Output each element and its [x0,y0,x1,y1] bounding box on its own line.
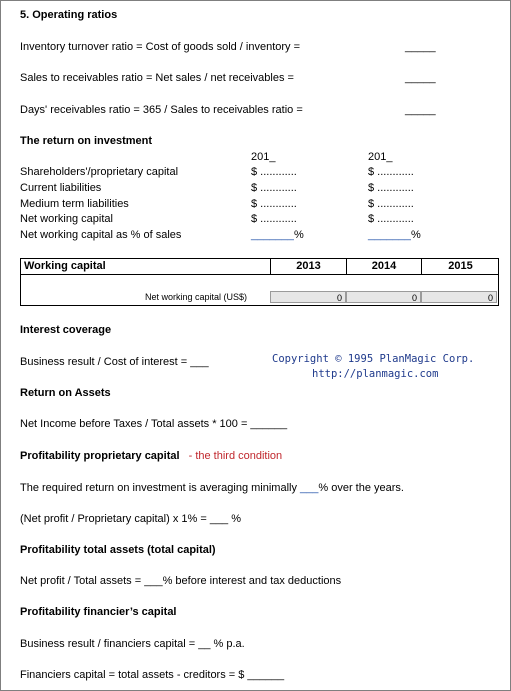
financier-capital-heading: Profitability financier’s capital [20,606,177,618]
interest-coverage-heading: Interest coverage [20,324,112,336]
net-working-capital-cell: 0 [270,291,346,303]
year-header: 2015 [421,259,499,274]
working-capital-header [21,259,498,275]
sales-receivables-formula: Sales to receivables ratio = Net sales / net receivables = [20,72,294,84]
roi-row-value: $ ............ [251,182,297,194]
year-header: 2014 [346,259,421,274]
working-capital-title: Working capital [24,260,106,272]
working-capital-table [20,258,499,306]
net-working-capital-label: Net working capital (US$) [145,292,248,302]
financier-capital-formula: Business result / financiers capital = __ % p.a. [20,638,245,650]
roi-col2-year: 201_ [368,151,393,163]
roi-row-label: Net working capital as % of sales [20,229,182,241]
roi-pct-blank: _______ [251,229,294,241]
roi-row-value: $ ............ [251,166,297,178]
roi-row-value: $ ............ [251,213,297,225]
inventory-turnover-blank: _____ [405,41,436,53]
roi-row-value: $ ............ [251,198,297,210]
roi-pct-sign: % [294,229,304,241]
roi-heading: The return on investment [20,135,153,147]
interest-coverage-formula: Business result / Cost of interest = ___ [20,356,209,368]
copyright-text: Copyright © 1995 PlanMagic Corp. [272,353,475,365]
days-receivables-formula: Days' receivables ratio = 365 / Sales to receivables ratio = [20,104,303,116]
required-return-suffix: % over the years. [318,482,404,494]
roi-row-value: $ ............ [368,166,414,178]
roa-formula: Net Income before Taxes / Total assets * 100 = ______ [20,418,288,430]
roi-row-value: $ ............ [368,182,414,194]
roi-pct-sign: % [411,229,421,241]
days-receivables-blank: _____ [405,104,436,116]
roa-heading: Return on Assets [20,387,111,399]
prop-capital-formula: (Net profit / Proprietary capital) x 1% = ___ % [20,513,242,525]
prop-capital-heading: Profitability proprietary capital [20,450,180,462]
roi-row-label: Medium term liabilities [20,198,129,210]
roi-pct-blank: _______ [368,229,411,241]
roi-row-label: Shareholders'/proprietary capital [20,166,179,178]
prop-capital-condition: - the third condition [188,450,283,462]
copyright-url: http://planmagic.com [312,368,439,380]
roi-row-label: Current liabilities [20,182,102,194]
required-return-line [20,482,404,494]
prop-capital-heading-line [20,450,282,462]
required-return-blank: ___ [300,482,319,494]
year-header: 2013 [270,259,346,274]
sales-receivables-blank: _____ [405,72,436,84]
operating-ratios-heading: 5. Operating ratios [20,9,118,21]
net-working-capital-cell: 0 [421,291,497,303]
roi-col1-year: 201_ [251,151,276,163]
net-working-capital-cell: 0 [346,291,421,303]
financiers-capital-line: Financiers capital = total assets - creditors = $ ______ [20,669,285,681]
inventory-turnover-formula: Inventory turnover ratio = Cost of goods sold / inventory = [20,41,301,53]
required-return-text: The required return on investment is averaging minimally [20,482,297,494]
roi-row-label: Net working capital [20,213,113,225]
roi-row-value: $ ............ [368,198,414,210]
total-assets-formula: Net profit / Total assets = ___% before interest and tax deductions [20,575,342,587]
roi-row-value: $ ............ [368,213,414,225]
total-assets-heading: Profitability total assets (total capital) [20,544,216,556]
